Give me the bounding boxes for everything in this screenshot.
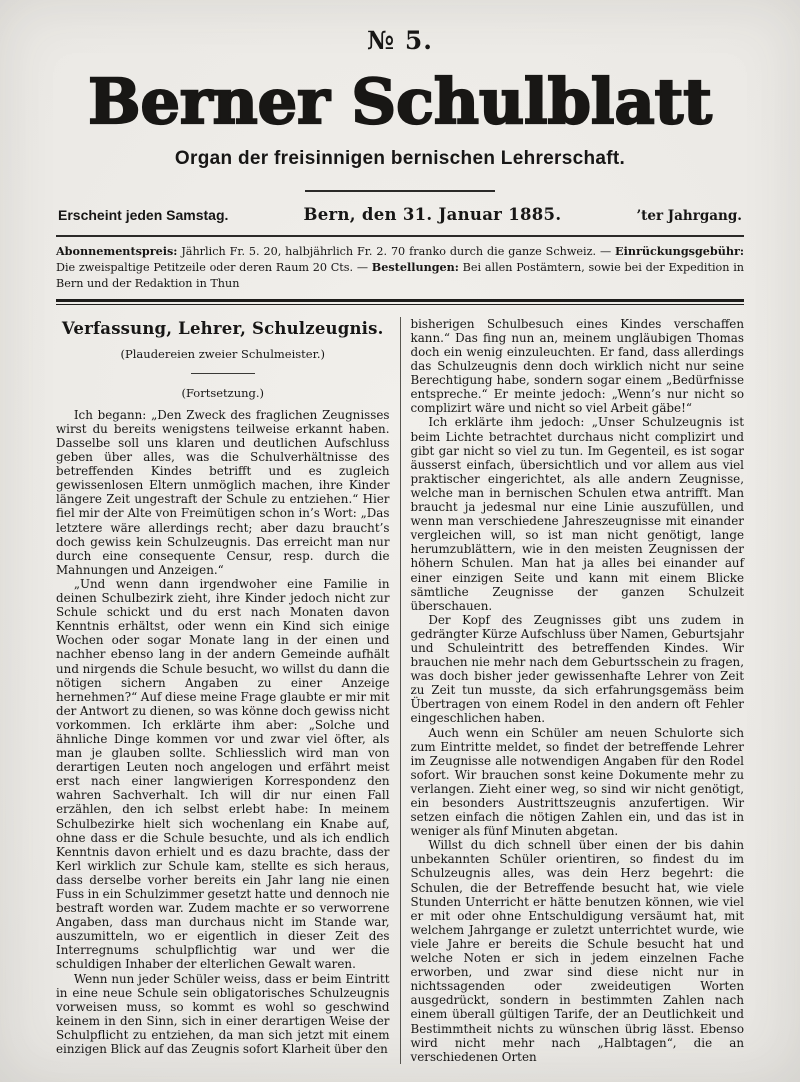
article-title: Verfassung, Lehrer, Schulzeugnis.: [61, 318, 384, 338]
imprint-text-orders: Bei allen Postämtern, sowie bei der Expedition in Bern und der Redaktion in Thun: [56, 261, 745, 290]
paragraph: Ich begann: „Den Zweck des fraglichen Zeugnisses wirst du bereits wenigstens teilweise erkannt haben. Dasselbe soll uns klaren und deutlichen Aufschluss geben über alles, was die Schulverhältnisse des betreffenden Kindes betrifft und es zugleich gewissenlosen Eltern unmöglich machen, ihre Kinder längere Zeit ungestraft der Schule zu entziehen.“ Hier fiel mir der Alte von Freimütigen schon in’s Wort: „Das letztere wäre allerdings recht; aber dazu braucht’s doch gewiss kein Schulzeugnis. Das erreicht man nur durch eine consequente Censur, resp. durch die Mahnungen und Anzeigen.“: [56, 407, 390, 577]
issue-number: № 5.: [367, 26, 433, 55]
paragraph: Willst du dich schnell über einen der bis dahin unbekannten Schüler orientiren, so findest du im Schulzeugnis alles, was dein Herz begehrt: die Schulen, die der Betreffende besucht hat, wie viele Stunden Unterricht er hätte benutzen können, wie viel er mit oder ohne Entschuldigung versäumt hat, mit welchem Jahrgange er zuletzt unterrichtet wurde, wie viele Jahre er bereits die Schule besucht hat und welche Noten er sich in jedem einzelnen Fache erworben, und zwar sind diese nicht nur in nichtssagenden oder zweideutigen Worten ausgedrückt, sondern in bestimmten Zahlen nach einem überall gültigen Tarife, der an Deutlichkeit und Bestimmtheit nichts zu wünschen übrig lässt. Ebenso wird nicht mehr nach „Halbtagen“, die an verschiedenen Orten: [410, 838, 744, 1064]
publication-date: Bern, den 31. Januar 1885.: [303, 205, 562, 225]
horizontal-rule: [56, 235, 744, 237]
paragraph: bisherigen Schulbesuch eines Kindes verschaffen kann.“ Das fing nun an, meinem ungläubigen Thomas doch ein wenig einzuleuchten. Er fand, dass allerdings das Schulzeugnis denn doch wirklich nicht nur seine Berechtigung habe, sondern sogar einem „Bedürfnisse entspreche.“ Er meinte jedoch: „Wenn’s nur nicht so complizirt wäre und nicht so viel Arbeit gäbe!“: [410, 316, 744, 416]
publication-frequency: Erscheint jeden Samstag.: [58, 207, 229, 224]
paragraph: Der Kopf des Zeugnisses gibt uns zudem in gedrängter Kürze Aufschluss über Namen, Geburtsjahr und Schuleintritt des betreffenden Kindes. Wir brauchen nie mehr nach dem Geburtsschein zu fragen, was doch bisher jeder gewissenhafte Lehrer von Zeit zu Zeit tun musste, da sich erfahrungsgemäss beim Übertragen von einem Rodel in den andern oft Fehler eingeschlichen haben.: [410, 612, 744, 726]
double-rule: [56, 299, 744, 305]
imprint-text: [56, 244, 744, 292]
volume-label: ’ter Jahrgang.: [636, 208, 742, 225]
imprint-label-insertion-fee: Einrückungsgebühr:: [615, 244, 744, 259]
masthead-title: Berner Schulblatt: [88, 65, 712, 138]
imprint-text-subscription: Jährlich Fr. 5. 20, halbjährlich Fr. 2. 70 franko durch die ganze Schweiz. —: [177, 245, 616, 259]
paragraph: „Und wenn dann irgendwoher eine Familie in deinen Schulbezirk zieht, ihre Kinder jedoch nicht zur Schule schickt und du erst nach Monaten davon Kenntnis erhältst, oder wenn ein Kind sich einige Wochen oder sogar Monate lang in der einen und nachher ebenso lang in der andern Gemeinde aufhält und nirgends die Schule besucht, wo willst du dann die nötigen sichern Angaben zu einer Anzeige hernehmen?“ Auf diese meine Frage glaubte er mir mit der Antwort zu dienen, so was könne doch gewiss nicht vorkommen. Ich erklärte ihm aber: „Solche und ähnliche Dinge kommen vor und zwar viel öfter, als man je glauben sollte. Schliesslich wird man von derartigen Leuten noch angelogen und erfährt meist erst nach einer langwierigen Korrespondenz den wahren Sachverhalt. Ich will dir nur einen Fall erzählen, den ich selbst erlebt habe: In meinem Schulbezirke hielt sich wochenlang ein Knabe auf, ohne dass er die Schule besuchte, und als ich endlich Kenntnis davon erhielt und es dazu brachte, dass der Kerl wirklich zur Schule kam, stellte es sich heraus, dass derselbe vorher bereits ein Jahr lang nie einen Fuss in ein Schulzimmer gesetzt hatte und dennoch nie bestraft worden war. Zudem machte er so verworrene Angaben, dass man durchaus nicht im Stande war, auszumitteln, wo er eigentlich in dieser Zeit des Interregnums schulpflichtig war und wer die schuldigen Inhaber der elterlichen Gewalt waren.: [56, 576, 390, 972]
article-columns: [56, 317, 744, 1064]
subtitle-rule: [191, 373, 255, 374]
right-column: [411, 317, 745, 1064]
column-divider: [400, 317, 401, 1064]
continuation-note: (Fortsetzung.): [181, 385, 265, 400]
paragraph: Auch wenn ein Schüler am neuen Schulorte sich zum Eintritte meldet, so findet der betreffende Lehrer im Zeugnisse alle notwendigen Angaben für den Rodel sofort. Wir brauchen sonst keine Dokumente mehr zu verlangen. Zieht einer weg, so sind wir nicht genötigt, ein besonders Austrittszeugnis anzufertigen. Wir setzen einfach die nötigen Zahlen ein, und das ist in weniger als fünf Minuten abgetan.: [410, 725, 744, 839]
paragraph: Wenn nun jeder Schüler weiss, dass er beim Eintritt in eine neue Schule sein obligatorisches Schulzeugnis vorweisen muss, so kommt es wohl so geschwind keinem in den Sinn, sich in einer derartigen Weise der Schulpflicht zu entziehen, da man sich jetzt mit einem einzigen Blick auf das Zeugnis sofort Klarheit über den: [56, 971, 390, 1057]
short-rule: [305, 190, 495, 192]
left-column: [56, 317, 390, 1064]
imprint-label-orders: Bestellungen:: [371, 260, 459, 274]
masthead-subtitle: Organ der freisinnigen bernischen Lehrerschaft.: [174, 148, 626, 170]
imprint-text-insertion-fee: Die zweispaltige Petitzeile oder deren Raum 20 Cts. —: [56, 261, 372, 274]
imprint-label-subscription: Abonnementspreis:: [56, 244, 178, 259]
paragraph: Ich erklärte ihm jedoch: „Unser Schulzeugnis ist beim Lichte betrachtet durchaus nicht complizirt und gibt gar nicht so viel zu tun. Im Gegenteil, es ist sogar äusserst einfach, übersichtlich und vor allem aus viel praktischer eingerichtet, als alle andern Zeugnisse, welche man in bernischen Schulen etwa antrifft. Man braucht ja jedesmal nur eine Linie auszufüllen, und wenn man verschiedene Jahreszeugnisse mit einander vergleichen will, so ist man nicht genötigt, lange herumzublättern, wie in den meisten Zeugnissen der höhern Schulen. Man hat ja alles bei einander auf einer einzigen Seite und kann mit einem Blicke sämtliche Zeugnisse der ganzen Schulzeit überschauen.: [410, 415, 744, 613]
dateline: [0, 205, 800, 224]
article-subtitle: (Plaudereien zweier Schulmeister.): [120, 346, 325, 361]
